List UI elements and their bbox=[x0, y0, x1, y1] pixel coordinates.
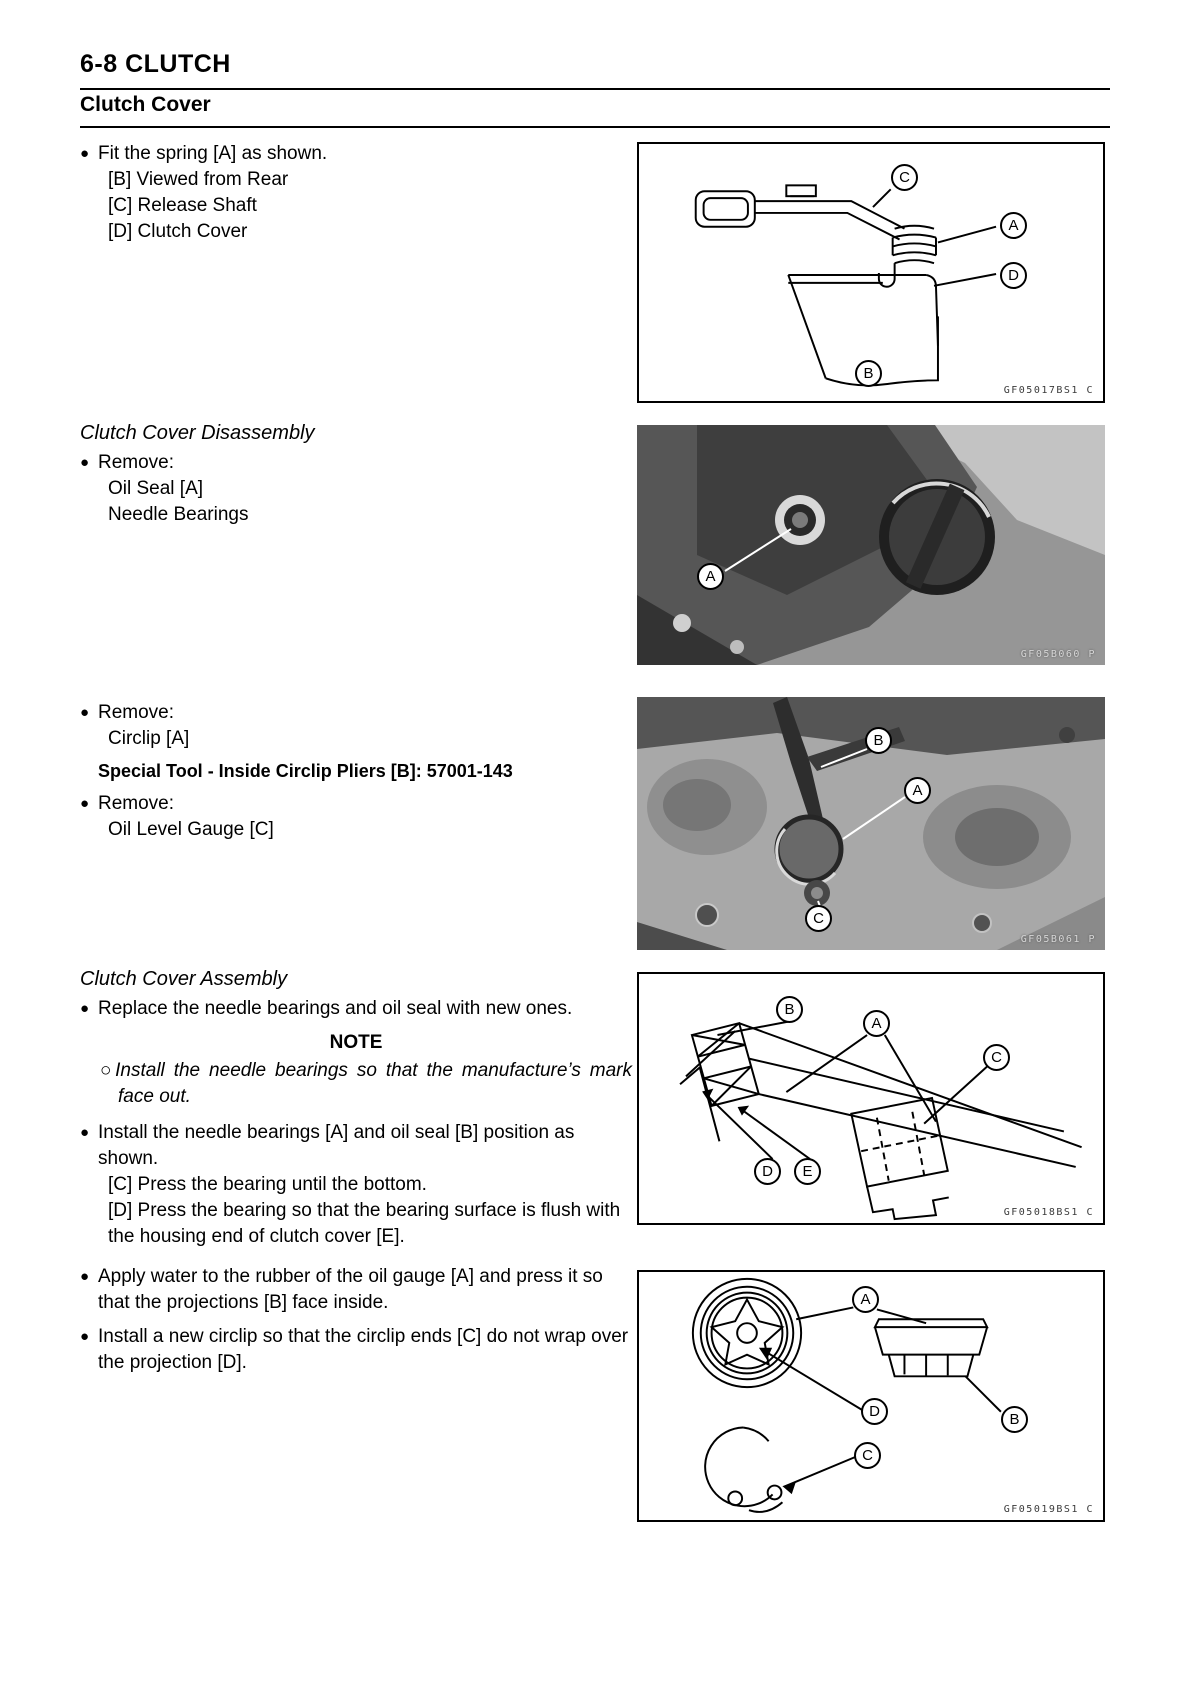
subsection-heading: Clutch Cover Disassembly bbox=[80, 422, 315, 444]
callout-letter: A bbox=[871, 1015, 882, 1032]
subsection-heading: Clutch Cover Assembly bbox=[80, 968, 288, 990]
figure-oil-seal-photo bbox=[637, 425, 1105, 665]
bullet-dot: ● bbox=[80, 1124, 90, 1141]
ref-line: [C] Press the bearing until the bottom. bbox=[108, 1174, 427, 1195]
figure-callout-c bbox=[854, 1442, 881, 1469]
callout-letter: B bbox=[863, 365, 874, 382]
figure-callout-c bbox=[805, 905, 832, 932]
figure-callout-a bbox=[863, 1010, 890, 1037]
figure-code: GF05017BS1 C bbox=[1003, 385, 1094, 396]
step-text: Install the needle bearings [A] and oil seal [B] position as shown. bbox=[98, 1122, 575, 1169]
bullet-item bbox=[80, 700, 632, 726]
figure-circlip-pliers-photo bbox=[637, 697, 1105, 950]
section-disassembly bbox=[80, 420, 632, 528]
bullet-item bbox=[80, 1324, 632, 1376]
bullet-dot: ● bbox=[80, 704, 90, 721]
bullet-dot: ● bbox=[80, 145, 90, 162]
callout-letter: A bbox=[860, 1291, 871, 1308]
step-text: Remove: bbox=[98, 702, 175, 723]
step-fit-spring bbox=[80, 141, 632, 245]
callout-letter: A bbox=[1008, 217, 1019, 234]
ref-line: [D] Clutch Cover bbox=[108, 221, 248, 242]
page-title: 6-8 CLUTCH bbox=[80, 50, 231, 78]
remove-item: Needle Bearings bbox=[108, 504, 249, 525]
callout-letter: C bbox=[813, 910, 824, 927]
step-text: Remove: bbox=[98, 793, 175, 814]
step-text: Replace the needle bearings and oil seal with new ones. bbox=[98, 998, 573, 1019]
remove-item: Circlip [A] bbox=[108, 728, 190, 749]
special-tool-note: Special Tool - Inside Circlip Pliers [B]: 57001-143 bbox=[98, 761, 513, 781]
callout-letter: B bbox=[873, 732, 884, 749]
bullet-item bbox=[80, 1264, 632, 1316]
figure-code: GF05019BS1 C bbox=[1003, 1504, 1094, 1515]
bullet-item bbox=[80, 141, 632, 167]
bullet-item bbox=[80, 791, 632, 817]
figure-callout-e bbox=[794, 1158, 821, 1185]
bullet-item bbox=[80, 1120, 632, 1172]
ref-line: [D] Press the bearing so that the bearing surface is flush with the housing end of clutch cover [E]. bbox=[108, 1200, 621, 1247]
callout-letter: A bbox=[912, 782, 923, 799]
figure-callout-d bbox=[861, 1398, 888, 1425]
callout-letter: B bbox=[1009, 1411, 1020, 1428]
callout-letter: A bbox=[705, 568, 716, 585]
step-text: Fit the spring [A] as shown. bbox=[98, 143, 328, 164]
figure-callout-b bbox=[865, 727, 892, 754]
callout-letter: C bbox=[991, 1049, 1002, 1066]
bullet-dot: ● bbox=[80, 1268, 90, 1285]
figure-bearing-install-drawing bbox=[637, 972, 1105, 1225]
step-text: Remove: bbox=[98, 452, 175, 473]
callout-letter: C bbox=[862, 1447, 873, 1464]
callout-letter: D bbox=[762, 1163, 773, 1180]
section-assembly bbox=[80, 966, 632, 1376]
figure-callout-b bbox=[776, 996, 803, 1023]
step-text: Apply water to the rubber of the oil gauge [A] and press it so that the projections [B] face inside. bbox=[98, 1266, 603, 1313]
section-circlip-removal bbox=[80, 700, 632, 843]
figure-code: GF05B061 P bbox=[1020, 934, 1096, 945]
callout-letter: E bbox=[802, 1163, 813, 1180]
step-text: Install a new circlip so that the circlip ends [C] do not wrap over the projection [D]. bbox=[98, 1326, 629, 1373]
bullet-item bbox=[80, 450, 632, 476]
ref-line: [B] Viewed from Rear bbox=[108, 169, 289, 190]
ref-line: [C] Release Shaft bbox=[108, 195, 257, 216]
figure-callout-a bbox=[904, 777, 931, 804]
bullet-dot: ● bbox=[80, 1328, 90, 1345]
bullet-dot: ● bbox=[80, 1000, 90, 1017]
clutch-cover-photo-art bbox=[637, 425, 1105, 665]
figure-callout-d bbox=[1000, 262, 1027, 289]
bullet-dot: ● bbox=[80, 454, 90, 471]
figure-callout-c bbox=[983, 1044, 1010, 1071]
note-text bbox=[80, 1058, 632, 1110]
figure-callout-a bbox=[697, 563, 724, 590]
section-title: Clutch Cover bbox=[80, 93, 211, 116]
figure-release-shaft-drawing bbox=[637, 142, 1105, 403]
callout-letter: B bbox=[784, 1001, 795, 1018]
remove-item: Oil Level Gauge [C] bbox=[108, 819, 274, 840]
figure-callout-b bbox=[1001, 1406, 1028, 1433]
remove-item: Oil Seal [A] bbox=[108, 478, 204, 499]
note-circle-marker: ○ bbox=[100, 1060, 116, 1081]
figure-callout-a bbox=[1000, 212, 1027, 239]
bullet-item bbox=[80, 996, 632, 1022]
bullet-dot: ● bbox=[80, 795, 90, 812]
figure-code: GF05B060 P bbox=[1020, 649, 1096, 660]
figure-callout-c bbox=[891, 164, 918, 191]
note-body-text: Install the needle bearings so that the manufacture’s mark face out. bbox=[115, 1060, 632, 1107]
header-rule-top bbox=[80, 88, 1110, 90]
figure-code: GF05018BS1 C bbox=[1003, 1207, 1094, 1218]
callout-letter: D bbox=[869, 1403, 880, 1420]
note-title: NOTE bbox=[329, 1032, 383, 1053]
figure-callout-a bbox=[852, 1286, 879, 1313]
figure-oil-gauge-circlip-drawing bbox=[637, 1270, 1105, 1522]
figure-callout-d bbox=[754, 1158, 781, 1185]
callout-letter: D bbox=[1008, 267, 1019, 284]
figure-callout-b bbox=[855, 360, 882, 387]
callout-letter: C bbox=[899, 169, 910, 186]
header-rule-bottom bbox=[80, 126, 1110, 128]
